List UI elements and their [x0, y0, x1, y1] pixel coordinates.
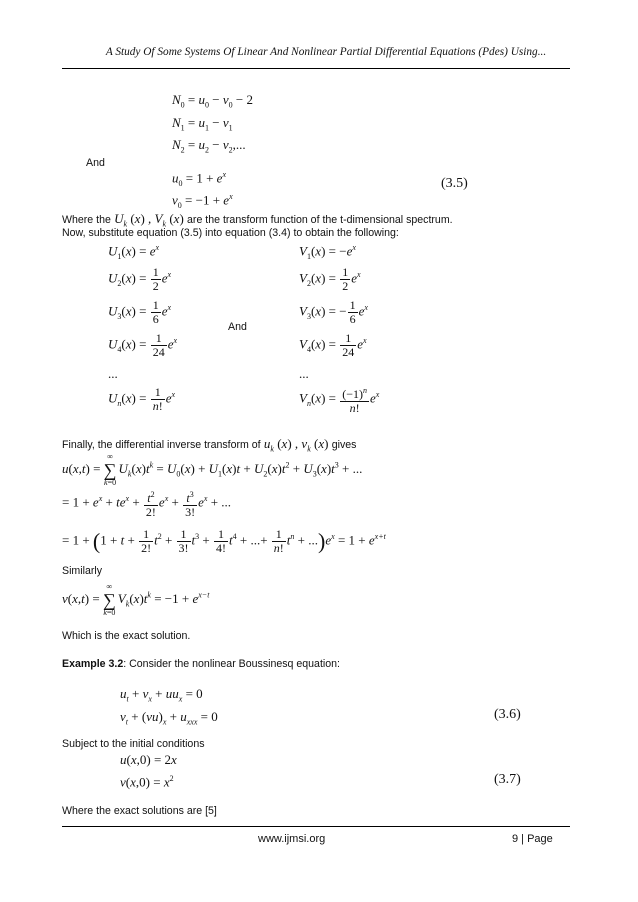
where-transform-text: Where the $U_k$ (x) , $V_k$ (x) are the transform function of the t-dimensional spectrum. — [62, 211, 453, 229]
eq-V-dots: ... — [299, 366, 309, 381]
finally-text: Finally, the differential inverse transform of $u_k$ (x) , $v_k$ (x) gives — [62, 436, 357, 454]
eq-ic-v: $v(x,0) = x^2$ — [120, 774, 174, 790]
eq-n0: $N_0 = u_0 - v_0 - 2$ — [172, 92, 253, 110]
eq-n1: $N_1 = u_1 - v_1$ — [172, 115, 233, 133]
example-heading: Example 3.2: Consider the nonlinear Boussinesq equation: — [62, 658, 340, 670]
eq-v-series: v(x,t) = ∞ ∑ k=0 $V_k(x)t^k = -1 + e^{x-t}$ — [62, 582, 210, 617]
and-text-1: And — [86, 157, 105, 169]
eq-u-expand: = $1 + e^x + te^x$ + $\frac{t^2}{2!}$ $e^x$ + $\frac{t^3}{3!}$ $e^x$ + ... — [62, 490, 232, 519]
similarly-text: Similarly — [62, 565, 103, 577]
and-text-2: And — [228, 321, 247, 333]
eq-V3: $V_3(x)$ = − $\frac{1}{6}$ $e^x$ — [299, 298, 368, 326]
eq-V1: $V_1(x) = -e^x$ — [299, 243, 356, 261]
eq-V4: $V_4(x)$ = $\frac{1}{24}$ $e^x$ — [299, 331, 367, 359]
eq-V2: $V_2(x)$ = $\frac{1}{2}$ $e^x$ — [299, 265, 361, 293]
eq-ic-u: u(x,0) = 2x — [120, 752, 177, 767]
exact-solution-text: Which is the exact solution. — [62, 630, 191, 642]
eq-U2: $U_2(x)$ = $\frac{1}{2}$ $e^x$ — [108, 265, 172, 293]
eq-u-closed: = 1 + (1 + t + $\frac{1}{2!}$ $t^2$ + $\frac{1}{3!}$ $t^3$ + $\frac{1}{4!}$ $t^4$ + ...+ $\frac{1}{n!}$ $t^n + ...)e^x = 1 + e^{x+t}$ — [62, 527, 386, 555]
eq-U-dots: ... — [108, 366, 118, 381]
running-header: A Study Of Some Systems Of Linear And Nonlinear Partial Differential Equations (Pdes) Using... — [105, 46, 547, 58]
eq-U1: $U_1(x) = e^x$ — [108, 243, 160, 261]
footer-site: www.ijmsi.org — [258, 833, 326, 845]
eq-Un: $U_n(x)$ = $\frac{1}{n!}$ $e^x$ — [108, 385, 176, 413]
eq-number-3-5: (3.5) — [441, 176, 468, 191]
exact-solutions-text: Where the exact solutions are [5] — [62, 805, 217, 817]
header-rule — [62, 68, 570, 69]
eq-U3: $U_3(x)$ = $\frac{1}{6}$ $e^x$ — [108, 298, 172, 326]
footer-page: 9 | Page — [512, 833, 553, 845]
eq-boussinesq-1: $u_t + v_x + uu_x = 0$ — [120, 686, 203, 704]
eq-number-3-6: (3.6) — [494, 707, 521, 722]
initial-conditions-text: Subject to the initial conditions — [62, 738, 205, 750]
eq-Vn: $V_n(x)$ = $\frac{(-1)^n}{n!}$ $e^x$ — [299, 386, 380, 415]
eq-v0: $v_0 = -1 + e^x$ — [172, 192, 233, 210]
eq-U4: $U_4(x)$ = $\frac{1}{24}$ $e^x$ — [108, 331, 178, 359]
substitute-text: Now, substitute equation (3.5) into equation (3.4) to obtain the following: — [62, 227, 399, 239]
eq-boussinesq-2: $v_t + (vu)_x + u_{xxx} = 0$ — [120, 709, 218, 727]
eq-u0: $u_0 = 1 + e^x$ — [172, 170, 227, 188]
eq-number-3-7: (3.7) — [494, 772, 521, 787]
eq-u-series: u(x,t) = ∞ ∑ k=0 $U_k(x)t^k = U_0(x) + U_1(x)t + U_2(x)t^2 + U_3(x)t^3$ + ... — [62, 452, 363, 487]
eq-n2: $N_2 = u_2 - v_2$,... — [172, 137, 246, 155]
footer-rule — [62, 826, 570, 827]
